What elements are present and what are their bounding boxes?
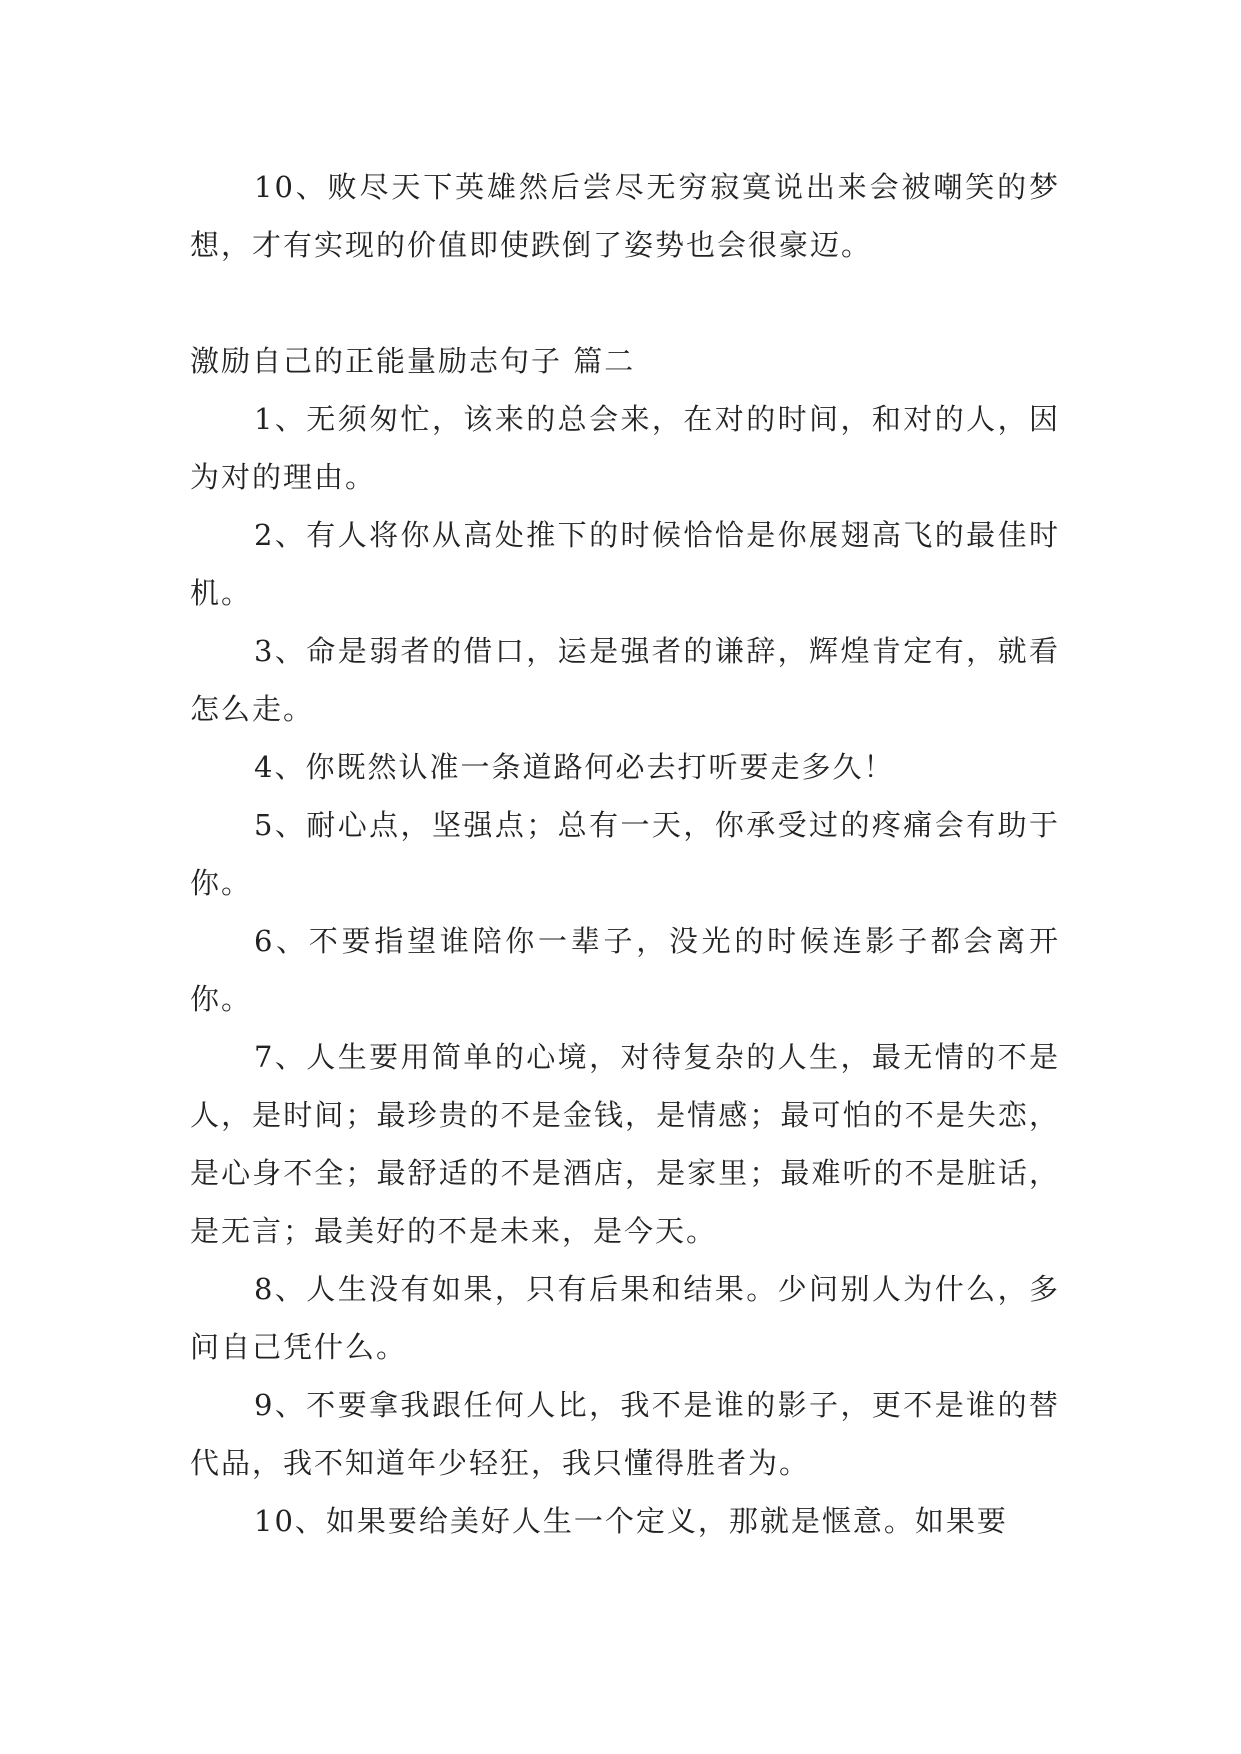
list-item: 6、不要指望谁陪你一辈子，没光的时候连影子都会离开你。 — [190, 924, 1060, 1016]
list-item: 1、无须匆忙，该来的总会来，在对的时间，和对的人，因为对的理由。 — [190, 402, 1060, 494]
list-item: 5、耐心点，坚强点；总有一天，你承受过的疼痛会有助于你。 — [190, 808, 1060, 900]
list-item: 10、如果要给美好人生一个定义，那就是惬意。如果要 — [254, 1504, 1008, 1538]
section-title: 激励自己的正能量励志句子 篇二 — [190, 344, 636, 378]
list-item: 7、人生要用简单的心境，对待复杂的人生，最无情的不是人，是时间；最珍贵的不是金钱，是情感；最可怕的不是失恋，是心身不全；最舒适的不是酒店，是家里；最难听的不是脏话，是无言；最美好的不是未来，是今天。 — [190, 1040, 1060, 1248]
document-content — [190, 158, 1060, 1550]
list-item: 8、人生没有如果，只有后果和结果。少问别人为什么，多问自己凭什么。 — [190, 1272, 1060, 1364]
list-item: 3、命是弱者的借口，运是强者的谦辞，辉煌肯定有，就看怎么走。 — [190, 634, 1060, 726]
list-item: 9、不要拿我跟任何人比，我不是谁的影子，更不是谁的替代品，我不知道年少轻狂，我只懂得胜者为。 — [190, 1388, 1060, 1480]
list-item: 2、有人将你从高处推下的时候恰恰是你展翅高飞的最佳时机。 — [190, 518, 1060, 610]
list-item: 4、你既然认准一条道路何必去打听要走多久！ — [254, 750, 895, 784]
intro-item: 10、败尽天下英雄然后尝尽无穷寂寞说出来会被嘲笑的梦想，才有实现的价值即使跌倒了姿势也会很豪迈。 — [190, 170, 1060, 262]
